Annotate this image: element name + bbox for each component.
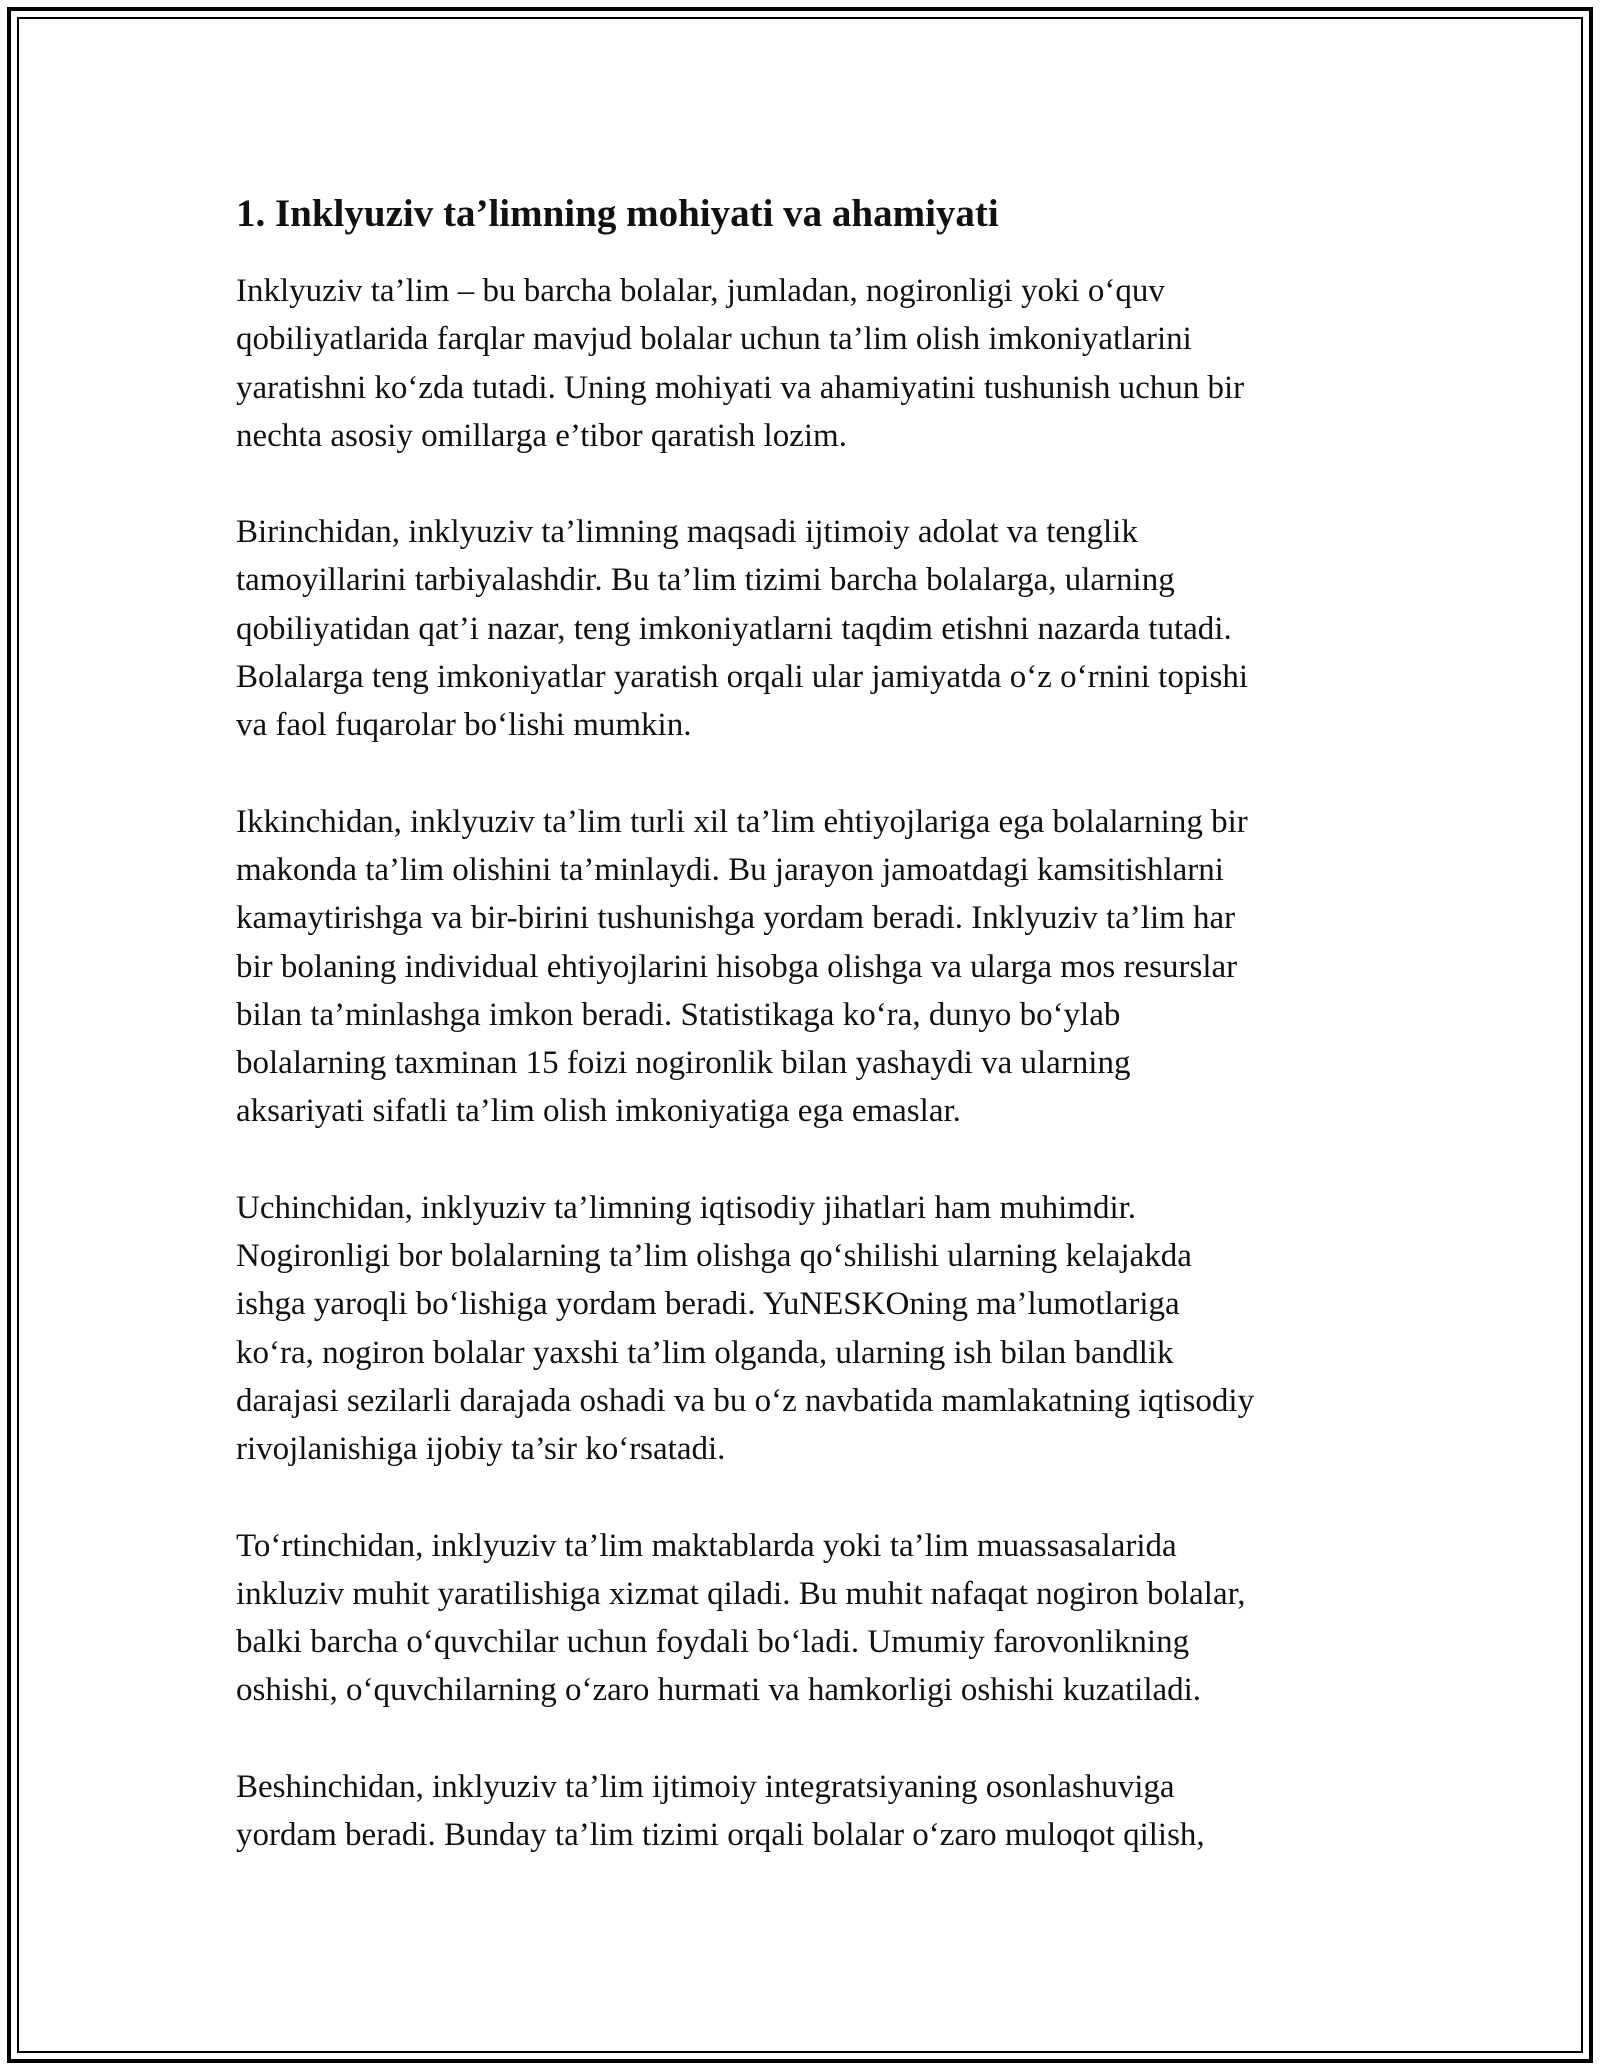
paragraph-line: Nogironligi bor bolalarning ta’lim olishga qo‘shilishi ularning kelajakda [236,1238,1192,1275]
paragraph-line: Bolalarga teng imkoniyatlar yaratish orqali ular jamiyatda o‘z o‘rnini topishi [236,659,1249,696]
paragraph-line: Inklyuziv ta’lim – bu barcha bolalar, jumladan, nogironligi yoki o‘quv [236,273,1165,309]
paragraph-line: bilan ta’minlashga imkon beradi. Statistikaga ko‘ra, dunyo bo‘ylab [236,996,1121,1033]
paragraph-list [236,267,1376,1859]
paragraph [236,798,1376,1136]
paragraph-line: kamaytirishga va bir-birini tushunishga yordam beradi. Inklyuziv ta’lim har [236,900,1236,937]
paragraph-line: yaratishni ko‘zda tutadi. Uning mohiyati va ahamiyatini tushunish uchun bir [236,369,1245,406]
paragraph-line: Birinchidan, inklyuziv ta’limning maqsadi ijtimoiy adolat va tenglik [236,514,1138,551]
paragraph [236,508,1376,749]
paragraph-line: va faol fuqarolar bo‘lishi mumkin. [236,707,692,744]
paragraph-line: nechta asosiy omillarga e’tibor qaratish lozim. [236,417,847,454]
paragraph [236,1184,1376,1474]
paragraph-line: yordam beradi. Bunday ta’lim tizimi orqali bolalar o‘zaro muloqot qilish, [236,1817,1205,1854]
paragraph-line: qobiliyatlarida farqlar mavjud bolalar uchun ta’lim olish imkoniyatlarini [236,321,1192,358]
paragraph-line: oshishi, o‘quvchilarning o‘zaro hurmati va hamkorligi oshishi kuzatiladi. [236,1672,1202,1709]
paragraph-line: aksariyati sifatli ta’lim olish imkoniyatiga ega emaslar. [236,1093,961,1130]
paragraph [236,1522,1376,1715]
paragraph-line: Ikkinchidan, inklyuziv ta’lim turli xil ta’lim ehtiyojlariga ega bolalarning bir [236,803,1248,840]
paragraph-line: ko‘ra, nogiron bolalar yaxshi ta’lim olganda, ularning ish bilan bandlik [236,1334,1174,1371]
paragraph-line: ishga yaroqli bo‘lishiga yordam beradi. YuNESKOning ma’lumotlariga [236,1286,1180,1323]
paragraph [236,267,1376,460]
paragraph-line: Uchinchidan, inklyuziv ta’limning iqtisodiy jihatlari ham muhimdir. [236,1189,1137,1226]
paragraph-line: makonda ta’lim olishini ta’minlaydi. Bu jarayon jamoatdagi kamsitishlarni [236,851,1224,888]
paragraph-line: qobiliyatidan qat’i nazar, teng imkoniyatlarni taqdim etishni nazarda tutadi. [236,610,1232,647]
document-body [236,187,1376,1907]
paragraph-line: balki barcha o‘quvchilar uchun foydali bo‘ladi. Umumiy farovonlikning [236,1624,1190,1661]
paragraph [236,1763,1376,1860]
paragraph-line: bolalarning taxminan 15 foizi nogironlik bilan yashaydi va ularning [236,1045,1131,1082]
paragraph-line: darajasi sezilarli darajada oshadi va bu o‘z navbatida mamlakatning iqtisodiy [236,1382,1255,1419]
section-heading: 1. Inklyuziv ta’limning mohiyati va ahamiyati [236,192,999,235]
paragraph-line: inkluziv muhit yaratilishiga xizmat qiladi. Bu muhit nafaqat nogiron bolalar, [236,1575,1246,1612]
paragraph-line: To‘rtinchidan, inklyuziv ta’lim maktablarda yoki ta’lim muassasalarida [236,1527,1177,1564]
paragraph-line: tamoyillarini tarbiyalashdir. Bu ta’lim tizimi barcha bolalarga, ularning [236,562,1175,599]
paragraph-line: Beshinchidan, inklyuziv ta’lim ijtimoiy integratsiyaning osonlashuviga [236,1768,1175,1805]
paragraph-line: bir bolaning individual ehtiyojlarini hisobga olishga va ularga mos resurslar [236,948,1238,985]
paragraph-line: rivojlanishiga ijobiy ta’sir ko‘rsatadi. [236,1431,726,1468]
